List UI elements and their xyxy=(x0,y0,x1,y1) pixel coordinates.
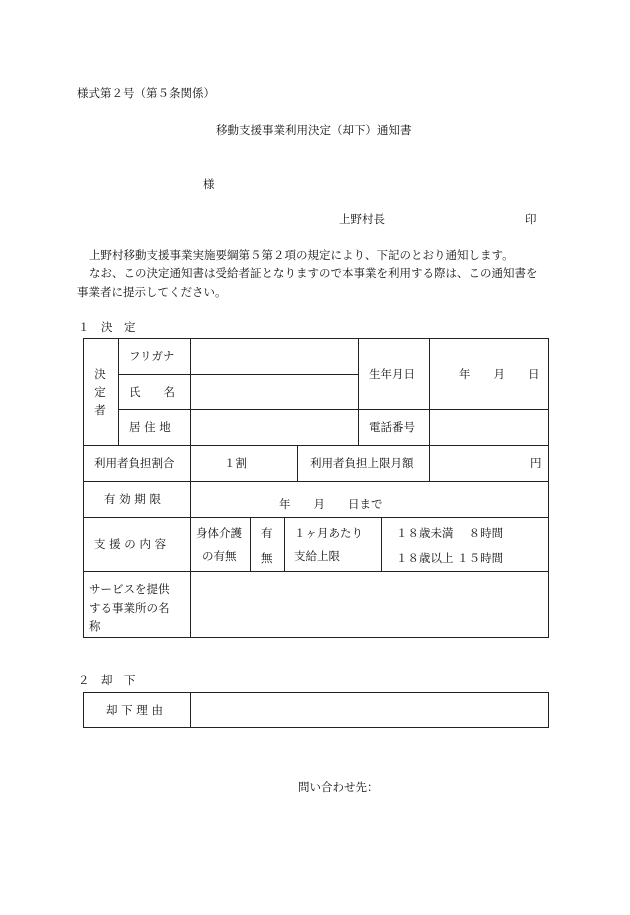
furigana-label: フリガナ xyxy=(129,349,175,363)
copay-ratio-label: 利用者負担割合 xyxy=(94,456,175,470)
physical-care-label: 身体介護 xyxy=(196,526,242,540)
physical-care-value: 無 xyxy=(261,551,273,565)
column-divider xyxy=(190,338,191,638)
row-divider xyxy=(83,517,549,518)
copay-limit-unit: 円 xyxy=(530,456,542,470)
name-label: 氏 名 xyxy=(129,385,175,399)
phone-label: 電話番号 xyxy=(369,420,415,434)
recipient-label xyxy=(88,365,112,419)
rejection-reason-label: 却 下 理 由 xyxy=(106,703,163,717)
row-divider xyxy=(118,374,358,375)
validity-value: 年 月 日まで xyxy=(279,497,383,511)
column-divider xyxy=(250,517,251,571)
recipient-label-char: 決 xyxy=(94,367,106,381)
column-divider xyxy=(429,338,430,481)
birthdate-label: 生年月日 xyxy=(369,367,415,381)
monthly-limit-label: １ヶ月あたり xyxy=(294,526,363,540)
column-divider xyxy=(190,692,191,728)
validity-label: 有 効 期 限 xyxy=(104,492,161,506)
addressee-suffix: 様 xyxy=(203,177,215,191)
section-2-heading: ２ 却 下 xyxy=(78,673,136,687)
column-divider xyxy=(358,338,359,445)
limit-under-18: １８歳未満 ８時間 xyxy=(396,526,504,540)
physical-care-label: の有無 xyxy=(202,549,237,563)
provider-label: する事業所の名 xyxy=(89,601,170,615)
column-divider xyxy=(118,338,119,445)
limit-over-18: １８歳以上 １５時間 xyxy=(396,551,504,565)
provider-label: 称 xyxy=(89,619,101,633)
physical-care-value: 有 xyxy=(261,526,273,540)
section-1-heading: １ 決 定 xyxy=(78,320,136,334)
column-divider xyxy=(297,445,298,481)
document-title: 移動支援事業利用決定（却下）通知書 xyxy=(216,123,412,137)
column-divider xyxy=(381,517,382,571)
seal-mark: 印 xyxy=(525,212,537,226)
body-paragraph-2-line-1: なお、この決定通知書は受給者証となりますので本事業を利用する際は、この通知書を xyxy=(89,266,538,280)
copay-ratio-value: １割 xyxy=(224,456,247,470)
provider-label: サービスを提供 xyxy=(89,582,170,596)
address-label: 居 住 地 xyxy=(129,420,171,434)
form-number: 様式第２号（第５条関係） xyxy=(77,86,215,100)
body-paragraph-1: 上野村移動支援事業実施要綱第５第２項の規定により、下記のとおり通知します。 xyxy=(89,248,514,262)
contact-label: 問い合わせ先： xyxy=(298,780,379,794)
support-label: 支 援 の 内 容 xyxy=(94,537,167,551)
birthdate-value: 年 月 日 xyxy=(459,367,540,381)
column-divider xyxy=(284,517,285,571)
row-divider xyxy=(118,409,549,410)
body-paragraph-2-line-2: 事業者に提示してください。 xyxy=(77,285,227,299)
row-divider xyxy=(83,571,549,572)
monthly-limit-label: 支給上限 xyxy=(294,549,340,563)
row-divider xyxy=(83,445,549,446)
recipient-label-char: 定 xyxy=(94,385,106,399)
copay-limit-label: 利用者負担上限月額 xyxy=(310,456,414,470)
recipient-label-char: 者 xyxy=(94,403,106,417)
row-divider xyxy=(83,481,549,482)
issuer-name: 上野村長 xyxy=(339,212,385,226)
